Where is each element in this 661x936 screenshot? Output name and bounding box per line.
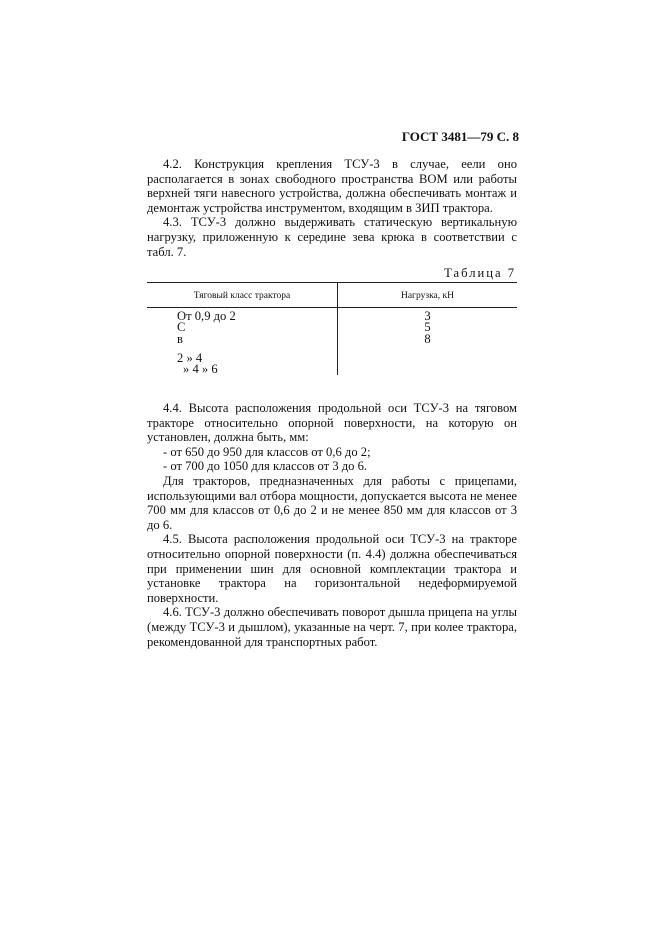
class-line: » 4 » 6 <box>183 362 218 377</box>
class-line: С <box>177 320 186 335</box>
table-row <box>147 308 517 376</box>
paragraph-4-3: 4.3. ТСУ-3 должно выдерживать статическую вертикальную нагрузку, приложенную к середине зева крюка в соответствии с табл. 7. <box>147 215 517 259</box>
paragraph-4-6: 4.6. ТСУ-3 должно обеспечивать поворот дышла прицепа на углы (между ТСУ-3 и дышлом), указанные на черт. 7, при колее трактора, рекомендованной для транспортных работ. <box>147 605 517 649</box>
table-cell-loads <box>338 308 518 376</box>
table-cell-classes <box>147 308 338 376</box>
class-line: От 0,9 до 2 <box>177 309 236 323</box>
paragraph-4-4-note: Для тракторов, предназначенных для работы с прицепами, использующими вал отбора мощности, допускается высота не менее 700 мм для классов от 0,6 до 2 и не менее 850 мм для классов от 3 до 6. <box>147 473 517 532</box>
class-line: 2 » 4 <box>177 350 203 365</box>
paragraph-4-2: 4.2. Конструкция крепления ТСУ-3 в случае, еели оно располагается в зонах свободного пространства ВОМ или работы верхней тяги навесного устройства, должна обеспечивать монтаж и демонтаж устройства инструментом, входящим в ЗИП трактора. <box>147 157 517 215</box>
section-4-2-4-3 <box>147 157 517 259</box>
class-line: в <box>177 331 183 346</box>
table-header-load: Нагрузка, кН <box>338 283 518 308</box>
list-item: - от 700 до 1050 для классов от 3 до 6. <box>163 459 368 474</box>
table-header-class: Тяговый класс трактора <box>147 283 338 308</box>
page-header: ГОСТ 3481—79 С. 8 <box>401 129 519 144</box>
section-4-4-4-6 <box>147 401 517 649</box>
paragraph-4-5: 4.5. Высота расположения продольной оси ТСУ-3 на тракторе относительно опорной поверхности (п. 4.4) должна обеспечиваться при применении шин для основной комплектации трактора и установке трактора на горизонтальной недеформируемой поверхности. <box>147 532 517 605</box>
load-value: 3 <box>424 309 431 323</box>
load-value: 5 <box>424 320 431 335</box>
load-value: 8 <box>424 331 431 346</box>
list-item: - от 650 до 950 для классов от 0,6 до 2; <box>163 444 371 459</box>
paragraph-4-4: 4.4. Высота расположения продольной оси ТСУ-3 на тяговом тракторе относительно опорной поверхности, на которую он установлен, должна быть, мм: <box>147 401 517 445</box>
table-7 <box>147 282 517 375</box>
table-caption: Таблица 7 <box>444 266 516 280</box>
